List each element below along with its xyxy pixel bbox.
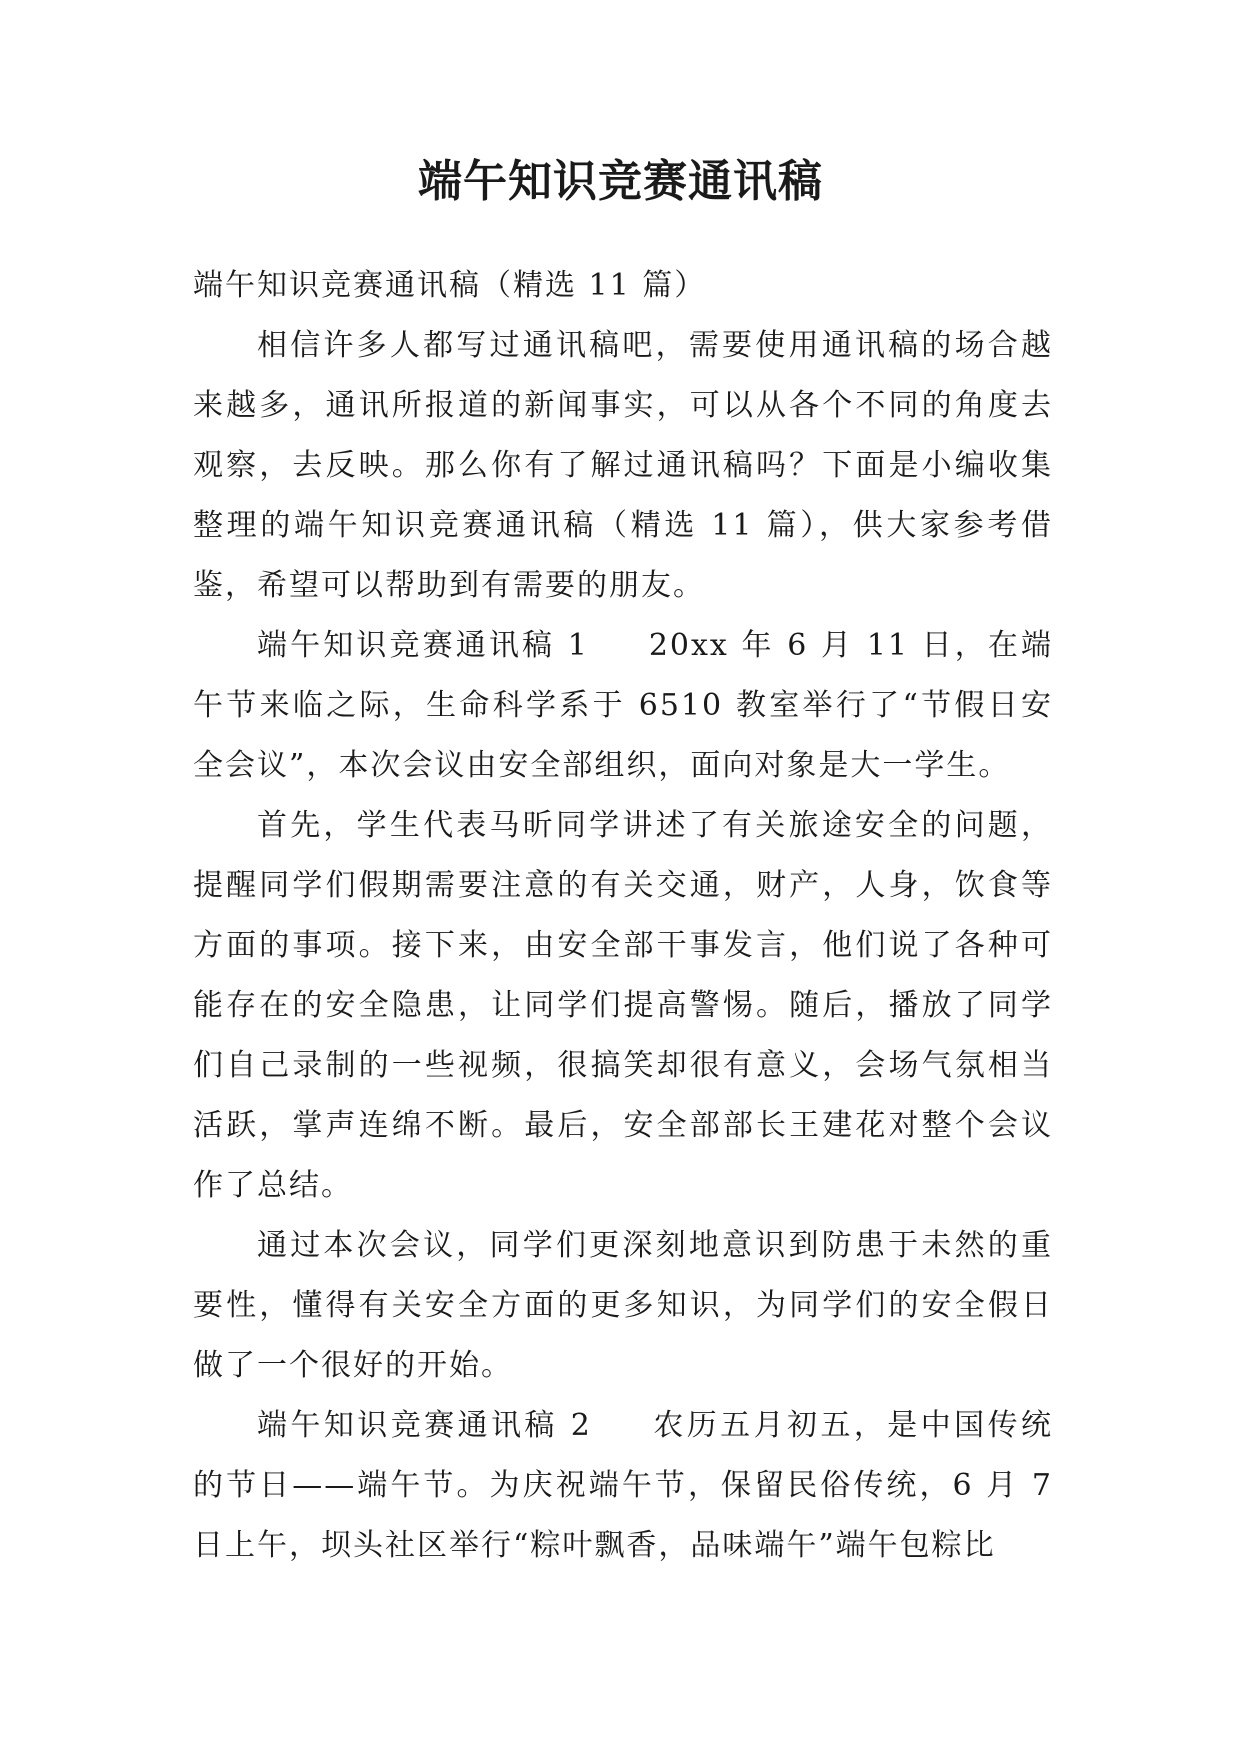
article-1-paragraph-2: 首先，学生代表马昕同学讲述了有关旅途安全的问题，提醒同学们假期需要注意的有关交通，财产，人身，饮食等方面的事项。接下来，由安全部干事发言，他们说了各种可能存在的安全隐患，让同学们提高警惕。随后，播放了同学们自己录制的一些视频，很搞笑却很有意义，会场气氛相当活跃，掌声连绵不断。最后，安全部部长王建花对整个会议作了总结。 bbox=[193, 808, 1053, 1203]
intro-paragraph: 相信许多人都写过通讯稿吧，需要使用通讯稿的场合越来越多，通讯所报道的新闻事实，可以从各个不同的角度去观察，去反映。那么你有了解过通讯稿吗？下面是小编收集整理的端午知识竞赛通讯稿（精选 11 篇），供大家参考借鉴，希望可以帮助到有需要的朋友。 bbox=[193, 328, 1053, 603]
document-title: 端午知识竞赛通讯稿 bbox=[418, 156, 823, 207]
article-1-paragraph-3: 通过本次会议，同学们更深刻地意识到防患于未然的重要性，懂得有关安全方面的更多知识，为同学们的安全假日做了一个很好的开始。 bbox=[193, 1228, 1053, 1383]
article-2-lead-paragraph bbox=[193, 1396, 1053, 1576]
article-2-heading: 端午知识竞赛通讯稿 2 bbox=[257, 1408, 592, 1443]
document-subtitle: 端午知识竞赛通讯稿（精选 11 篇） bbox=[193, 268, 707, 303]
article-1-heading: 端午知识竞赛通讯稿 1 bbox=[257, 628, 589, 663]
article-1-lead: 20xx 年 6 月 11 日，在端午节来临之际，生命科学系于 6510 教室举行了“节假日安全会议”，本次会议由安全部组织，面向对象是大一学生。 bbox=[193, 628, 1054, 783]
document-body bbox=[193, 256, 1053, 1576]
article-1-lead-paragraph bbox=[193, 616, 1053, 796]
article-2-lead: 农历五月初五，是中国传统的节日——端午节。为庆祝端午节，保留民俗传统，6 月 7 日上午，坝头社区举行“粽叶飘香，品味端午”端午包粽比 bbox=[193, 1408, 1054, 1563]
